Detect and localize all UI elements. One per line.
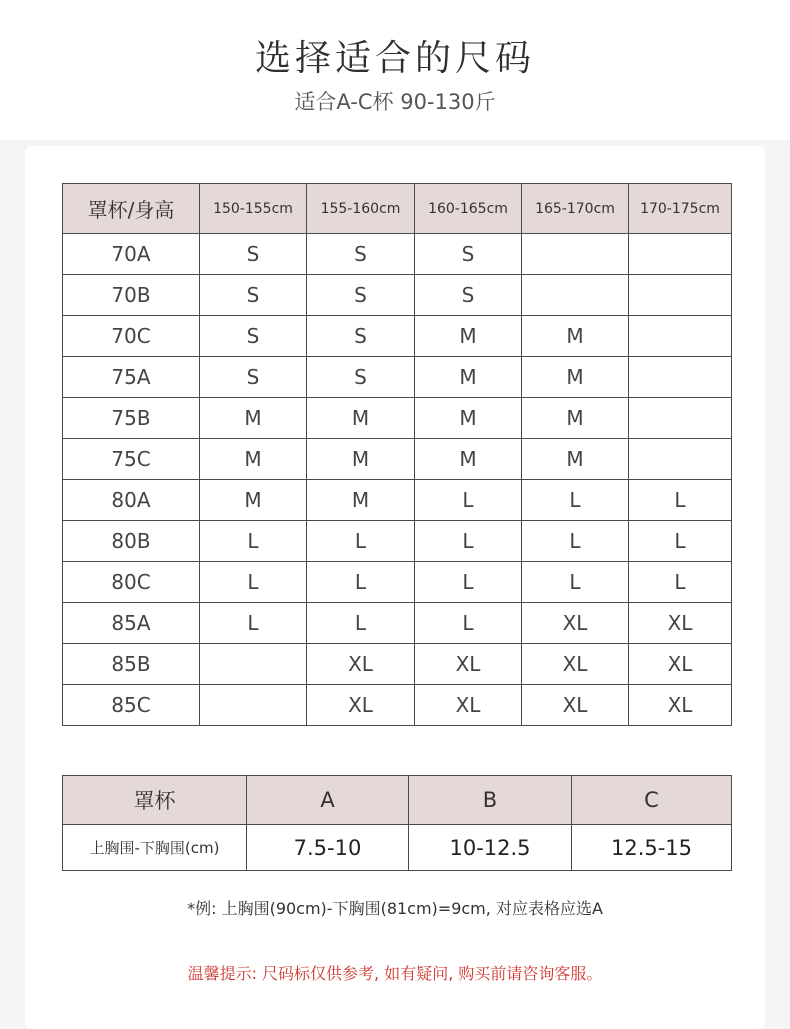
corner-header: 罩杯/身高 [63,184,200,234]
size-table [62,183,732,726]
size-cell: XL [629,644,732,685]
page-subtitle: 适合A-C杯 90-130斤 [294,90,496,114]
size-cell: L [629,562,732,603]
cup-header: 罩杯 [63,776,247,825]
size-cell: M [307,439,415,480]
cup-column-header: C [572,776,732,825]
size-cell: S [200,275,307,316]
height-column-header: 160-165cm [415,184,522,234]
size-cell: S [307,234,415,275]
bra-size-label: 80B [63,521,200,562]
size-cell: XL [415,685,522,726]
size-cell: M [415,316,522,357]
bra-size-label: 75C [63,439,200,480]
bra-size-label: 75A [63,357,200,398]
size-cell: L [307,562,415,603]
table-row [63,275,732,316]
bra-size-label: 85B [63,644,200,685]
bust-difference-label: 上胸围-下胸围(cm) [63,825,247,871]
size-cell: M [200,439,307,480]
bra-size-label: 70A [63,234,200,275]
size-cell: S [307,275,415,316]
size-cell: L [200,562,307,603]
size-cell: XL [307,685,415,726]
page-title: 选择适合的尺码 [254,38,535,79]
table-row [63,562,732,603]
bra-size-label: 85C [63,685,200,726]
cup-table-row [63,825,732,871]
height-column-header: 150-155cm [200,184,307,234]
height-column-header: 155-160cm [307,184,415,234]
cup-column-header: B [409,776,572,825]
height-column-header: 165-170cm [522,184,629,234]
size-cell [629,316,732,357]
size-cell: S [307,357,415,398]
table-row [63,685,732,726]
size-cell: M [522,398,629,439]
size-cell: M [522,439,629,480]
bra-size-label: 75B [63,398,200,439]
size-cell: L [415,603,522,644]
size-cell [629,234,732,275]
bust-difference-value: 10-12.5 [409,825,572,871]
table-row [63,603,732,644]
bra-size-label: 80C [63,562,200,603]
size-cell: M [522,357,629,398]
bra-size-label: 80A [63,480,200,521]
size-cell [522,275,629,316]
size-table-body [63,234,732,726]
size-cell: XL [629,603,732,644]
height-column-header: 170-175cm [629,184,732,234]
size-cell: S [200,316,307,357]
table-row [63,521,732,562]
bra-size-label: 70B [63,275,200,316]
cup-table [62,775,732,871]
size-guide-card [25,146,765,1029]
size-cell: XL [629,685,732,726]
size-cell: S [307,316,415,357]
size-cell: M [200,480,307,521]
size-table-header-row [63,184,732,234]
size-cell: M [415,439,522,480]
size-cell: S [200,357,307,398]
size-cell: S [415,275,522,316]
bust-difference-value: 7.5-10 [247,825,409,871]
size-cell: S [200,234,307,275]
cup-table-header-row [63,776,732,825]
size-cell: XL [522,603,629,644]
table-row [63,234,732,275]
bust-difference-value: 12.5-15 [572,825,732,871]
size-cell: M [415,398,522,439]
size-cell: L [415,480,522,521]
size-cell: XL [307,644,415,685]
size-cell: M [307,480,415,521]
size-cell: L [307,603,415,644]
size-cell: L [629,480,732,521]
size-cell: L [415,562,522,603]
size-cell: XL [522,685,629,726]
size-cell [629,439,732,480]
size-cell [200,685,307,726]
size-cell: L [629,521,732,562]
size-cell: L [200,521,307,562]
warm-tip: 温馨提示: 尺码标仅供参考, 如有疑问, 购买前请咨询客服。 [187,964,603,983]
table-row [63,357,732,398]
size-cell: M [200,398,307,439]
table-row [63,316,732,357]
size-cell: M [522,316,629,357]
size-cell [629,357,732,398]
size-cell [629,275,732,316]
table-row [63,644,732,685]
size-cell: M [307,398,415,439]
size-cell: XL [415,644,522,685]
size-cell [522,234,629,275]
size-cell: L [522,562,629,603]
bra-size-label: 70C [63,316,200,357]
header [0,0,790,140]
table-row [63,480,732,521]
size-cell [629,398,732,439]
example-note: *例: 上胸围(90cm)-下胸围(81cm)=9cm, 对应表格应选A [187,899,603,918]
cup-column-header: A [247,776,409,825]
table-row [63,398,732,439]
size-cell: L [200,603,307,644]
size-cell: L [522,480,629,521]
size-cell: S [415,234,522,275]
size-cell [200,644,307,685]
size-cell: XL [522,644,629,685]
size-cell: L [415,521,522,562]
size-cell: L [522,521,629,562]
table-row [63,439,732,480]
size-cell: L [307,521,415,562]
size-cell: M [415,357,522,398]
bra-size-label: 85A [63,603,200,644]
